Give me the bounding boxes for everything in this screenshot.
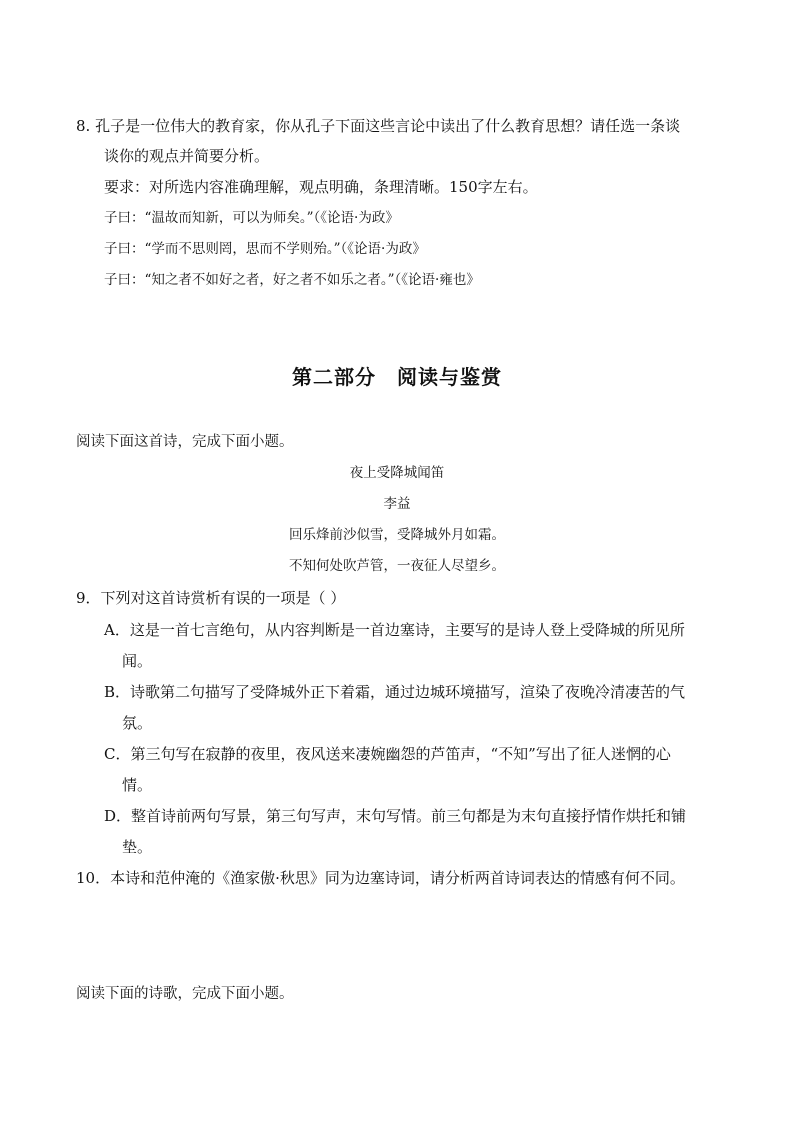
quote-2: 子曰：“学而不思则罔，思而不学则殆。”（《论语·为政》 xyxy=(104,241,426,257)
quote-3: 子曰：“知之者不如好之者，好之者不如乐之者。”（《论语·雍也》 xyxy=(104,272,480,288)
option-c-line-1: C．第三句写在寂静的夜里，夜风送来凄婉幽怨的芦笛声，“不知”写出了征人迷惘的心 xyxy=(104,745,671,763)
option-d-line-2: 垫。 xyxy=(122,838,153,856)
poem-line-2: 不知何处吹芦管，一夜征人尽望乡。 xyxy=(289,558,505,574)
question-8-line-1: 8. 孔子是一位伟大的教育家，你从孔子下面这些言论中读出了什么教育思想？请任选一条谈 xyxy=(76,117,681,135)
poem-line-1: 回乐烽前沙似雪，受降城外月如霜。 xyxy=(289,527,505,543)
question-8-line-2: 谈你的观点并简要分析。 xyxy=(104,147,270,165)
reading-intro-2: 阅读下面的诗歌，完成下面小题。 xyxy=(76,986,294,1002)
option-c-line-2: 情。 xyxy=(122,776,153,794)
question-8-requirement: 要求：对所选内容准确理解，观点明确，条理清晰。150字左右。 xyxy=(104,178,538,196)
question-9-stem: 9．下列对这首诗赏析有误的一项是（ ） xyxy=(76,589,346,607)
option-b-line-2: 氛。 xyxy=(122,714,153,732)
option-d-line-1: D．整首诗前两句写景，第三句写声，末句写情。前三句都是为末句直接抒情作烘托和铺 xyxy=(104,807,687,825)
option-b-line-1: B．诗歌第二句描写了受降城外正下着霜，通过边城环境描写，渲染了夜晚冷清凄苦的气 xyxy=(104,683,686,701)
question-10: 10．本诗和范仲淹的《渔家傲·秋思》同为边塞诗词，请分析两首诗词表达的情感有何不同。 xyxy=(76,869,685,887)
quote-1: 子曰：“温故而知新，可以为师矣。”（《论语·为政》 xyxy=(104,210,399,226)
section-title: 第二部分 阅读与鉴赏 xyxy=(292,365,502,389)
poem-title: 夜上受降城闻笛 xyxy=(349,465,445,481)
reading-intro-1: 阅读下面这首诗，完成下面小题。 xyxy=(76,434,294,450)
option-a-line-1: A．这是一首七言绝句，从内容判断是一首边塞诗，主要写的是诗人登上受降城的所见所 xyxy=(104,621,685,639)
option-a-line-2: 闻。 xyxy=(122,652,153,670)
poem-author: 李益 xyxy=(383,496,411,512)
